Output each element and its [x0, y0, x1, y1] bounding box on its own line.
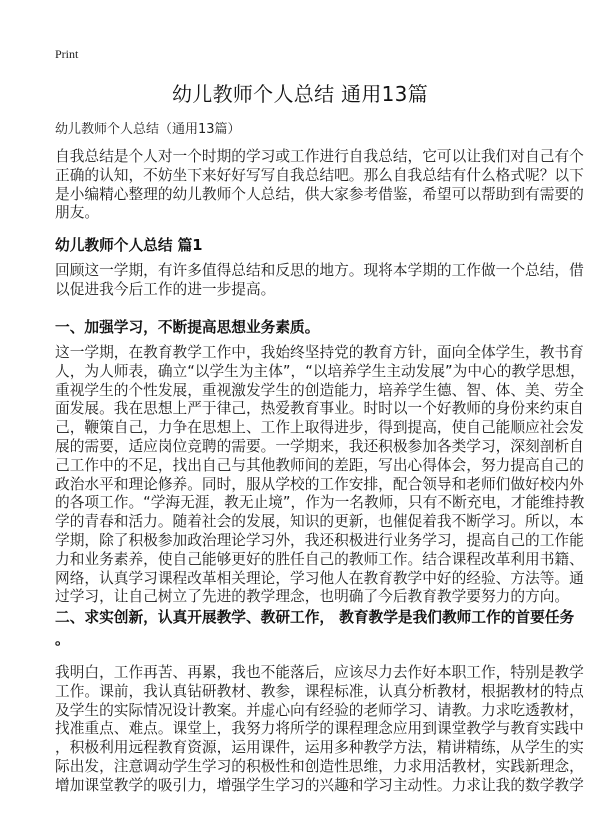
- text-line: 力和业务素养，使自己能够更好的胜任自己的教师工作。结合课程改革利用书籍、: [55, 550, 584, 568]
- text-line: 的各项工作。“学海无涯，教无止境”，作为一名教师，只有不断充电，才能维持教: [55, 494, 585, 512]
- text-line: 际出发，注意调动学生学习的积极性和创造性思维，力求用活教材，实践新理念，: [55, 757, 584, 775]
- text-line: 我明白，工作再苦、再累，我也不能落后，应该尽力去作好本职工作，特别是教学: [55, 664, 584, 681]
- part2-paragraph: [55, 664, 584, 796]
- part1-paragraph: [55, 344, 585, 607]
- text-line: 己，鞭策自己，力争在思想上、工作上取得进步，得到提高，使自己能顺应社会发: [55, 419, 584, 437]
- text-line: 增加课堂教学的吸引力，增强学生学习的兴趣和学习主动性。力求让我的数学教学: [55, 776, 584, 794]
- intro-paragraph: [55, 148, 584, 223]
- text-line: 找准重点、难点。课堂上，我努力将所学的课程理念应用到课堂教学与教育实践中: [55, 720, 584, 738]
- text-line: 以促进我今后工作的进一步提高。: [55, 280, 276, 298]
- print-label[interactable]: Print: [55, 47, 79, 61]
- text-line: 人，为人师表，确立“以学生为主体”，“以培养学生主动发展”为中心的教学思想，: [55, 362, 585, 380]
- heading-line: 二、求实创新，认真开展教学、教研工作， 教育教学是我们教师工作的首要任务: [55, 609, 575, 626]
- part1-heading: 一、加强学习，不断提高思想业务素质。: [55, 319, 320, 336]
- document-subtitle: 幼儿教师个人总结（通用13篇）: [55, 122, 241, 137]
- text-line: 展的需要，适应岗位竞聘的需要。一学期来，我还积极参加各类学习，深刻剖析自: [55, 437, 584, 455]
- text-line: 政治水平和理论修养。同时，服从学校的工作安排，配合领导和老师们做好校内外: [55, 475, 584, 493]
- part2-heading: [55, 606, 574, 649]
- text-line: 面发展。我在思想上严于律己，热爱教育事业。时时以一个好教师的身份来约束自: [55, 400, 584, 418]
- text-line: 学期，除了积极参加政治理论学习外，我还积极进行业务学习，提高自己的工作能: [55, 531, 584, 549]
- text-line: 己工作中的不足，找出自己与其他教师间的差距，写出心得体会，努力提高自己的: [55, 456, 584, 474]
- text-line: 工作。课前，我认真钻研教材、教参，课程标准，认真分析教材，根据教材的特点: [55, 682, 584, 700]
- text-line: 网络，认真学习课程改革相关理论，学习他人在教育教学中好的经验、方法等。通: [55, 569, 584, 587]
- heading-line: 。: [55, 631, 70, 648]
- text-line: 及学生的实际情况设计教案。并虚心向有经验的老师学习、请教。力求吃透教材，: [55, 701, 584, 719]
- text-line: ，积极利用远程教育资源，运用课件，运用多种教学方法，精讲精练，从学生的实: [55, 739, 584, 757]
- text-line: 自我总结是个人对一个时期的学习或工作进行自我总结，它可以让我们对自己有个: [55, 148, 584, 165]
- text-line: 朋友。: [55, 204, 100, 222]
- text-line: 这一学期，在教育教学工作中，我始终坚持党的教育方针，面向全体学生，教书育: [55, 344, 584, 361]
- text-line: 是小编精心整理的幼儿教师个人总结，供大家参考借鉴，希望可以帮助到有需要的: [55, 185, 584, 203]
- opening-paragraph: [55, 262, 584, 300]
- text-line: 正确的认知，不妨坐下来好好写写自我总结吧。那么自我总结有什么格式呢？以下: [55, 166, 584, 184]
- document-title: 幼儿教师个人总结 通用13篇: [171, 82, 428, 106]
- text-line: 回顾这一学期，有许多值得总结和反思的地方。现将本学期的工作做一个总结，借: [55, 262, 584, 279]
- text-line: 学的青春和活力。随着社会的发展，知识的更新，也催促着我不断学习。所以，本: [55, 513, 584, 531]
- text-line: 过学习，让自己树立了先进的教学理念，也明确了今后教育教学要努力的方向。: [55, 588, 570, 606]
- text-line: 重视学生的个性发展，重视激发学生的创造能力，培养学生德、智、体、美、劳全: [55, 381, 584, 399]
- section-heading-1: 幼儿教师个人总结 篇1: [55, 237, 203, 254]
